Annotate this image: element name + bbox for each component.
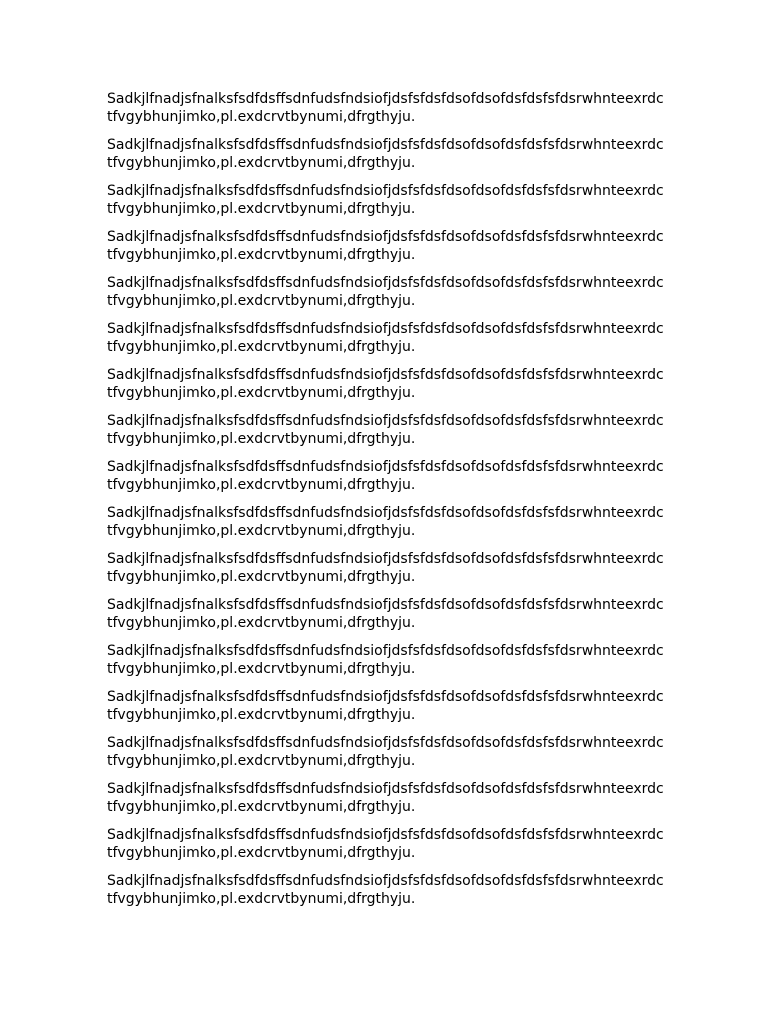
paragraph-line: tfvgybhunjimko,pl.exdcrvtbynumi,dfrgthyju.	[107, 891, 416, 907]
paragraph-line: Sadkjlfnadjsfnalksfsdfdsffsdnfudsfndsiofjdsfsfdsfdsofdsofdsfdsfsfdsrwhnteexrdc	[107, 183, 664, 199]
paragraph-line: tfvgybhunjimko,pl.exdcrvtbynumi,dfrgthyju.	[107, 661, 416, 677]
document-body	[107, 90, 707, 918]
paragraph-line: tfvgybhunjimko,pl.exdcrvtbynumi,dfrgthyju.	[107, 155, 416, 171]
paragraph	[107, 412, 707, 448]
paragraph	[107, 366, 707, 402]
paragraph-line: Sadkjlfnadjsfnalksfsdfdsffsdnfudsfndsiofjdsfsfdsfdsofdsofdsfdsfsfdsrwhnteexrdc	[107, 827, 664, 843]
paragraph-line: tfvgybhunjimko,pl.exdcrvtbynumi,dfrgthyju.	[107, 615, 416, 631]
paragraph-line: tfvgybhunjimko,pl.exdcrvtbynumi,dfrgthyju.	[107, 477, 416, 493]
paragraph-line: tfvgybhunjimko,pl.exdcrvtbynumi,dfrgthyju.	[107, 339, 416, 355]
paragraph-line: tfvgybhunjimko,pl.exdcrvtbynumi,dfrgthyju.	[107, 109, 416, 125]
paragraph-line: Sadkjlfnadjsfnalksfsdfdsffsdnfudsfndsiofjdsfsfdsfdsofdsofdsfdsfsfdsrwhnteexrdc	[107, 229, 664, 245]
paragraph	[107, 320, 707, 356]
paragraph-line: Sadkjlfnadjsfnalksfsdfdsffsdnfudsfndsiofjdsfsfdsfdsofdsofdsfdsfsfdsrwhnteexrdc	[107, 91, 664, 107]
paragraph-line: Sadkjlfnadjsfnalksfsdfdsffsdnfudsfndsiofjdsfsfdsfdsofdsofdsfdsfsfdsrwhnteexrdc	[107, 275, 664, 291]
paragraph-line: Sadkjlfnadjsfnalksfsdfdsffsdnfudsfndsiofjdsfsfdsfdsofdsofdsfdsfsfdsrwhnteexrdc	[107, 551, 664, 567]
paragraph-line: Sadkjlfnadjsfnalksfsdfdsffsdnfudsfndsiofjdsfsfdsfdsofdsofdsfdsfsfdsrwhnteexrdc	[107, 873, 664, 889]
paragraph-line: tfvgybhunjimko,pl.exdcrvtbynumi,dfrgthyju.	[107, 799, 416, 815]
paragraph	[107, 872, 707, 908]
paragraph-line: Sadkjlfnadjsfnalksfsdfdsffsdnfudsfndsiofjdsfsfdsfdsofdsofdsfdsfsfdsrwhnteexrdc	[107, 367, 664, 383]
paragraph-line: tfvgybhunjimko,pl.exdcrvtbynumi,dfrgthyju.	[107, 385, 416, 401]
paragraph	[107, 780, 707, 816]
paragraph	[107, 136, 707, 172]
paragraph-line: tfvgybhunjimko,pl.exdcrvtbynumi,dfrgthyju.	[107, 431, 416, 447]
paragraph-line: tfvgybhunjimko,pl.exdcrvtbynumi,dfrgthyju.	[107, 845, 416, 861]
paragraph	[107, 642, 707, 678]
paragraph	[107, 596, 707, 632]
paragraph-line: tfvgybhunjimko,pl.exdcrvtbynumi,dfrgthyju.	[107, 707, 416, 723]
paragraph-line: tfvgybhunjimko,pl.exdcrvtbynumi,dfrgthyju.	[107, 293, 416, 309]
paragraph-line: Sadkjlfnadjsfnalksfsdfdsffsdnfudsfndsiofjdsfsfdsfdsofdsofdsfdsfsfdsrwhnteexrdc	[107, 597, 664, 613]
paragraph-line: tfvgybhunjimko,pl.exdcrvtbynumi,dfrgthyju.	[107, 753, 416, 769]
paragraph-line: Sadkjlfnadjsfnalksfsdfdsffsdnfudsfndsiofjdsfsfdsfdsofdsofdsfdsfsfdsrwhnteexrdc	[107, 413, 664, 429]
paragraph-line: Sadkjlfnadjsfnalksfsdfdsffsdnfudsfndsiofjdsfsfdsfdsofdsofdsfdsfsfdsrwhnteexrdc	[107, 321, 664, 337]
paragraph-line: Sadkjlfnadjsfnalksfsdfdsffsdnfudsfndsiofjdsfsfdsfdsofdsofdsfdsfsfdsrwhnteexrdc	[107, 643, 664, 659]
paragraph-line: Sadkjlfnadjsfnalksfsdfdsffsdnfudsfndsiofjdsfsfdsfdsofdsofdsfdsfsfdsrwhnteexrdc	[107, 137, 664, 153]
paragraph	[107, 228, 707, 264]
paragraph	[107, 734, 707, 770]
paragraph-line: Sadkjlfnadjsfnalksfsdfdsffsdnfudsfndsiofjdsfsfdsfdsofdsofdsfdsfsfdsrwhnteexrdc	[107, 459, 664, 475]
paragraph	[107, 90, 707, 126]
paragraph-line: Sadkjlfnadjsfnalksfsdfdsffsdnfudsfndsiofjdsfsfdsfdsofdsofdsfdsfsfdsrwhnteexrdc	[107, 505, 664, 521]
paragraph	[107, 826, 707, 862]
paragraph	[107, 274, 707, 310]
paragraph-line: Sadkjlfnadjsfnalksfsdfdsffsdnfudsfndsiofjdsfsfdsfdsofdsofdsfdsfsfdsrwhnteexrdc	[107, 781, 664, 797]
paragraph	[107, 504, 707, 540]
paragraph-line: tfvgybhunjimko,pl.exdcrvtbynumi,dfrgthyju.	[107, 523, 416, 539]
paragraph-line: Sadkjlfnadjsfnalksfsdfdsffsdnfudsfndsiofjdsfsfdsfdsofdsofdsfdsfsfdsrwhnteexrdc	[107, 735, 664, 751]
paragraph	[107, 458, 707, 494]
paragraph	[107, 550, 707, 586]
paragraph-line: tfvgybhunjimko,pl.exdcrvtbynumi,dfrgthyju.	[107, 247, 416, 263]
paragraph	[107, 688, 707, 724]
paragraph-line: tfvgybhunjimko,pl.exdcrvtbynumi,dfrgthyju.	[107, 569, 416, 585]
paragraph-line: tfvgybhunjimko,pl.exdcrvtbynumi,dfrgthyju.	[107, 201, 416, 217]
paragraph-line: Sadkjlfnadjsfnalksfsdfdsffsdnfudsfndsiofjdsfsfdsfdsofdsofdsfdsfsfdsrwhnteexrdc	[107, 689, 664, 705]
paragraph	[107, 182, 707, 218]
